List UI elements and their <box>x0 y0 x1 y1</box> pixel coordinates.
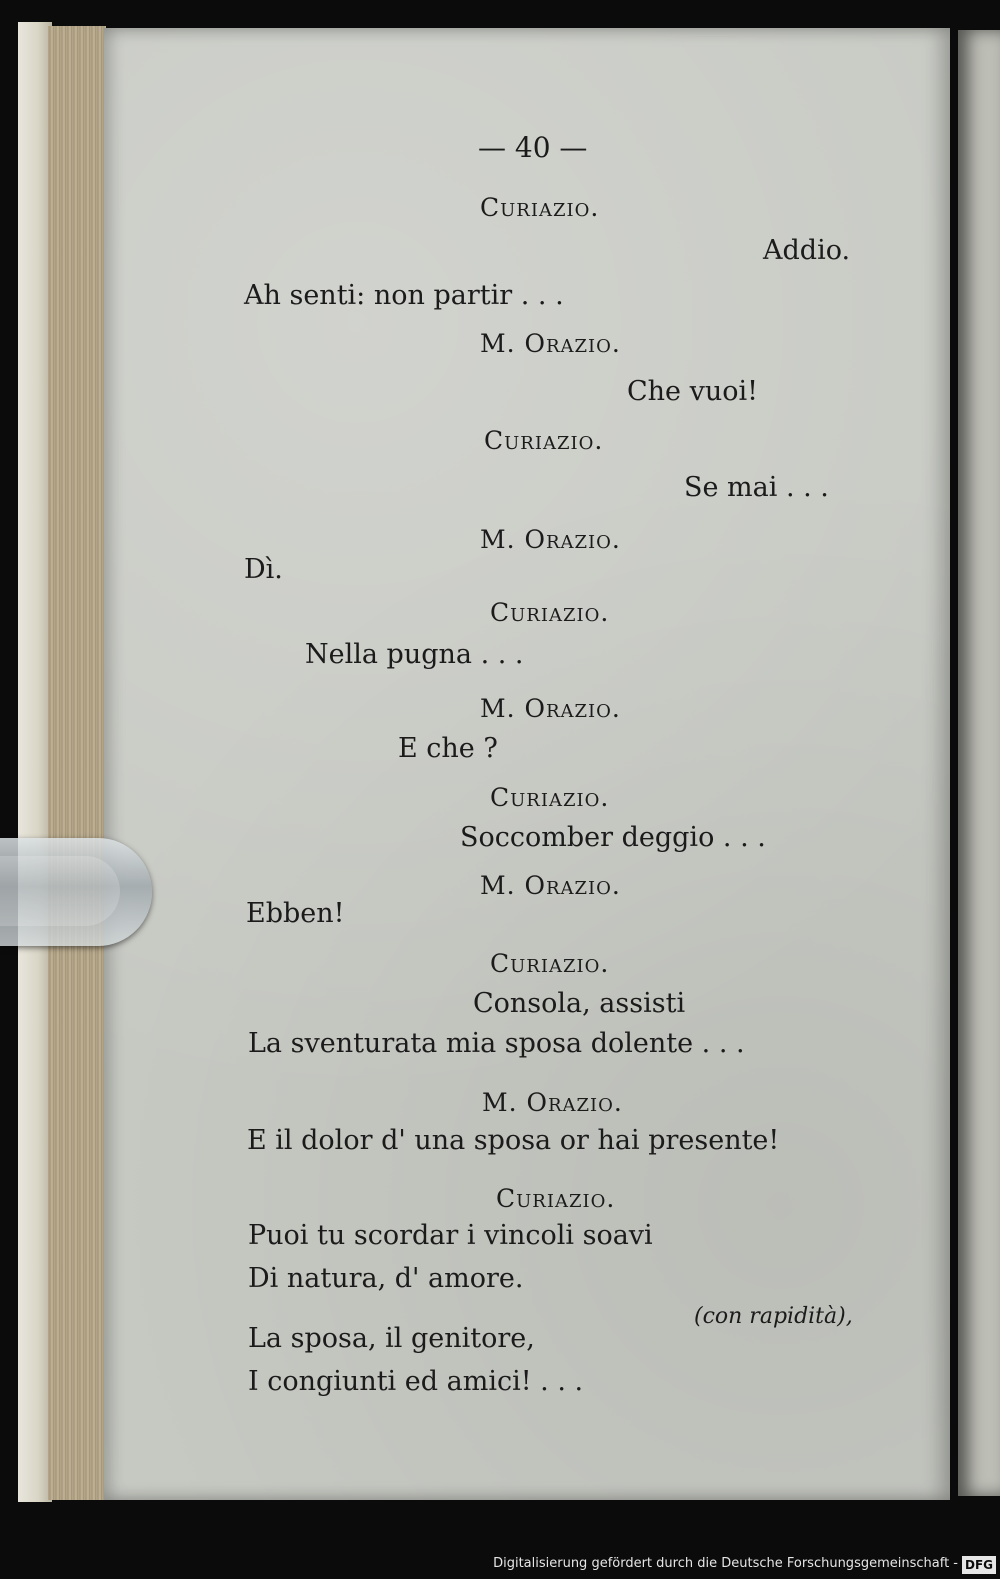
verse-line: Ebben! <box>246 898 345 929</box>
speaker-curiazio: Curiazio. <box>484 426 604 455</box>
page-number: — 40 — <box>478 131 588 164</box>
verse-line: E che ? <box>398 733 498 764</box>
page-stack-edge <box>48 26 106 1500</box>
dfg-logo: DFG <box>962 1556 996 1574</box>
verse-line: La sposa, il genitore, <box>248 1323 535 1354</box>
speaker-m-orazio: M. Orazio. <box>480 871 621 900</box>
verse-line: Nella pugna . . . <box>305 639 524 670</box>
verse-line: Puoi tu scordar i vincoli soavi <box>248 1220 653 1251</box>
speaker-m-orazio: M. Orazio. <box>480 329 621 358</box>
verse-line: Dì. <box>244 554 283 585</box>
verse-line: Che vuoi! <box>627 376 758 407</box>
verse-line: E il dolor d' una sposa or hai presente! <box>247 1125 780 1156</box>
verse-line: La sventurata mia sposa dolente . . . <box>248 1028 745 1059</box>
page-clip-highlight <box>0 856 120 926</box>
speaker-curiazio: Curiazio. <box>490 783 610 812</box>
verse-line: Di natura, d' amore. <box>248 1263 524 1294</box>
page-clip <box>0 838 152 946</box>
digitization-footer <box>0 1553 1000 1579</box>
speaker-m-orazio: M. Orazio. <box>482 1088 623 1117</box>
speaker-m-orazio: M. Orazio. <box>480 694 621 723</box>
verse-line: Soccomber deggio . . . <box>460 822 766 853</box>
stage-direction: (con rapidità), <box>694 1304 853 1329</box>
speaker-curiazio: Curiazio. <box>496 1184 616 1213</box>
verse-line: Ah senti: non partir . . . <box>244 280 564 311</box>
speaker-curiazio: Curiazio. <box>480 193 600 222</box>
facing-page-edge <box>958 30 1000 1496</box>
speaker-curiazio: Curiazio. <box>490 598 610 627</box>
verse-line: Consola, assisti <box>473 988 686 1019</box>
funding-credit: Digitalisierung gefördert durch die Deutsche Forschungsgemeinschaft - <box>493 1556 958 1571</box>
verse-line: Addio. <box>763 235 851 266</box>
speaker-m-orazio: M. Orazio. <box>480 525 621 554</box>
book-left-edge <box>18 22 52 1502</box>
verse-line: I congiunti ed amici! . . . <box>248 1366 584 1397</box>
verse-line: Se mai . . . <box>684 472 829 503</box>
speaker-curiazio: Curiazio. <box>490 949 610 978</box>
